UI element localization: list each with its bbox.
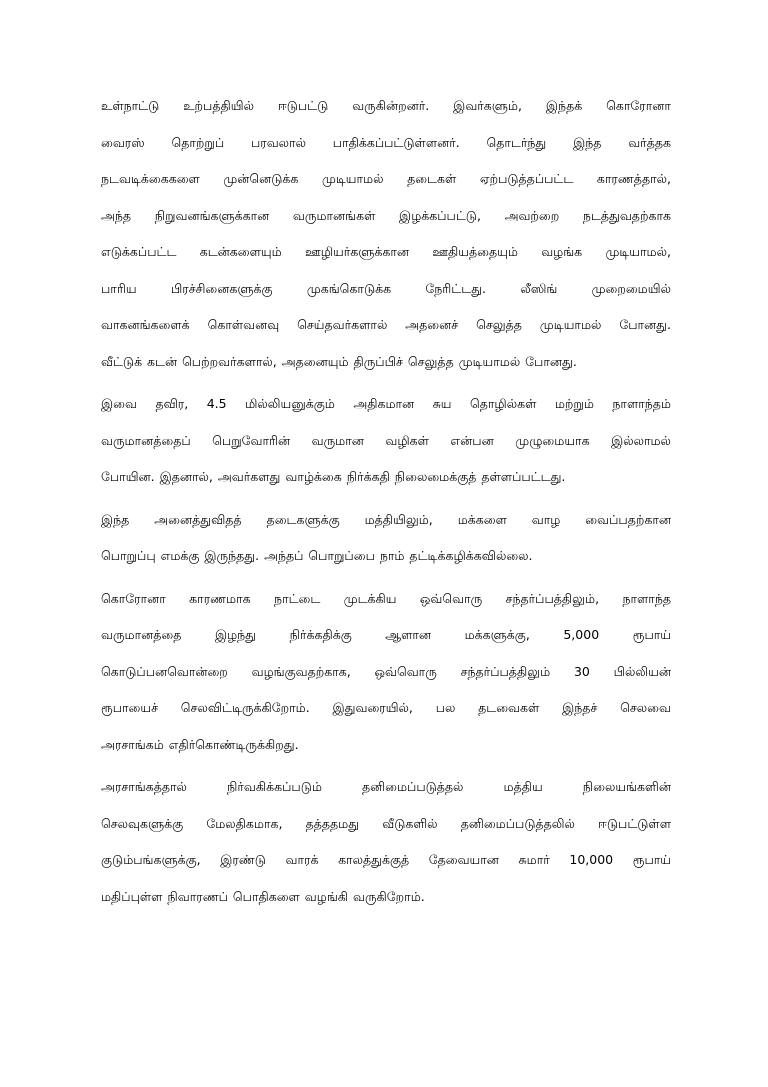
word: முகங்கொடுக்க bbox=[306, 280, 392, 296]
word: இவை bbox=[101, 396, 137, 411]
word: பாரிய bbox=[101, 280, 137, 296]
word: நிர்வகிக்கப்படும் bbox=[227, 779, 322, 794]
word: வாழ bbox=[531, 511, 561, 527]
text-line bbox=[101, 654, 671, 691]
word: தொற்றுப் bbox=[171, 134, 225, 150]
text-line bbox=[101, 307, 671, 344]
word: தேவையான bbox=[428, 852, 499, 867]
word: தொடர்ந்து bbox=[486, 134, 547, 150]
word: வீடுகளில் bbox=[382, 815, 438, 831]
text-line bbox=[101, 502, 671, 539]
word: ஒவ்வொரு bbox=[419, 590, 483, 606]
word: அரசாங்கத்தால் bbox=[101, 779, 187, 794]
word: 30 bbox=[573, 663, 590, 679]
text-line bbox=[101, 234, 671, 271]
word: பெறுவோரின் bbox=[212, 432, 291, 448]
word: இரண்டு bbox=[220, 852, 266, 867]
word: மக்களுக்கு, bbox=[464, 627, 530, 642]
paragraph bbox=[101, 386, 671, 496]
text-line bbox=[101, 88, 671, 125]
word: கொள்வனவு bbox=[207, 317, 280, 332]
text-line: பொறுப்பு எமக்கு இருந்தது. அந்தப் பொறுப்பை நாம் தட்டிக்கழிக்கவில்லை. bbox=[101, 548, 533, 563]
word: தடைகளுக்கு bbox=[266, 511, 340, 527]
word: கொடுப்பனவொன்றை bbox=[101, 663, 228, 679]
text-line bbox=[101, 769, 671, 806]
word: நேரிட்டது. bbox=[425, 280, 487, 296]
word: நாளாந்தம் bbox=[612, 396, 671, 411]
word: பரவலால் bbox=[250, 134, 306, 150]
word: என்பன bbox=[450, 432, 494, 448]
word: சந்தர்ப்பத்திலும் bbox=[460, 663, 551, 679]
word: எடுக்கப்பட்ட bbox=[101, 244, 177, 259]
word: வருமான bbox=[311, 432, 364, 448]
word: முடியாமல் bbox=[321, 171, 384, 186]
text-line: அரசாங்கம் எதிர்கொண்டிருக்கிறது. bbox=[101, 736, 299, 752]
word: செலவை bbox=[620, 700, 671, 715]
word: செலவிட்டிருக்கிறோம். bbox=[180, 700, 310, 715]
text-line: மதிப்புள்ள நிவாரணப் பொதிகளை வழங்கி வருகிறோம். bbox=[101, 888, 425, 904]
paragraph bbox=[101, 88, 671, 380]
word: ஊதியத்தையும் bbox=[432, 244, 518, 259]
text-line: போயின. இதனால், அவர்களது வாழ்க்கை நிர்க்கதி நிலைமைக்குத் தள்ளப்பட்டது. bbox=[101, 469, 566, 484]
word: மற்றும் bbox=[554, 396, 594, 411]
text-line: வீட்டுக் கடன் பெற்றவர்களால், அதனையும் திருப்பிச் செலுத்த முடியாமல் போனது. bbox=[101, 353, 577, 369]
word: இல்லாமல் bbox=[611, 432, 671, 448]
text-line bbox=[101, 842, 671, 879]
word: செய்தவர்களால் bbox=[297, 317, 388, 332]
word: தனிமைப்படுத்தலில் bbox=[460, 815, 575, 831]
word: சுமார் bbox=[518, 852, 550, 867]
word: தனிமைப்படுத்தல் bbox=[362, 779, 464, 794]
word: முழுமையாக bbox=[515, 432, 590, 448]
word: மில்லியனுக்கும் bbox=[245, 396, 335, 411]
word: உள்நாட்டு bbox=[101, 98, 160, 113]
word: இழந்து bbox=[214, 627, 257, 642]
word: நடத்துவதற்காக bbox=[582, 207, 671, 223]
word: வைரஸ் bbox=[101, 134, 145, 150]
word: 5,000 bbox=[563, 627, 600, 642]
word: அதிகமான bbox=[353, 396, 415, 411]
word: நிறுவனங்களுக்கான bbox=[154, 207, 270, 223]
word: ஒவ்வொரு bbox=[374, 663, 437, 679]
word: முடக்கிய bbox=[343, 590, 397, 606]
word: இதுவரையில், bbox=[332, 700, 413, 715]
word: பாதிக்கப்பட்டுள்ளனர். bbox=[332, 134, 460, 150]
word: ஈடுபட்டுள்ள bbox=[598, 815, 671, 831]
paragraph bbox=[101, 769, 671, 915]
word: இந்த bbox=[101, 511, 130, 527]
word: வருமானத்தை bbox=[101, 627, 182, 642]
word: ஆளான bbox=[385, 627, 432, 642]
word: வாரக் bbox=[285, 852, 319, 867]
word: நிலையங்களின் bbox=[582, 779, 671, 794]
word: ரூபாயைச் bbox=[101, 700, 159, 715]
word: ஏற்படுத்தப்பட்ட bbox=[479, 171, 574, 186]
text-line bbox=[101, 617, 671, 654]
word: வழங்குவதற்காக, bbox=[251, 663, 351, 679]
word: கொரோனா bbox=[101, 590, 166, 606]
word: இழக்கப்பட்டு, bbox=[399, 207, 481, 223]
word: இந்த bbox=[573, 134, 602, 150]
word: நடவடிக்கைகளை bbox=[101, 171, 200, 186]
word: சுய bbox=[432, 396, 452, 411]
word: ரூபாய் bbox=[632, 627, 671, 642]
word: முன்னெடுக்க bbox=[223, 171, 299, 186]
document-body bbox=[101, 88, 671, 921]
word: லீஸிங் bbox=[520, 280, 558, 296]
word: இந்தக் bbox=[545, 98, 583, 113]
word: காலத்துக்குத் bbox=[338, 852, 410, 867]
text-line bbox=[101, 161, 671, 198]
word: தொழில்கள் bbox=[470, 396, 537, 411]
word: பல bbox=[435, 700, 456, 715]
word: முடியாமல் bbox=[539, 317, 602, 332]
word: 4.5 bbox=[206, 396, 227, 411]
word: வருமானத்தைப் bbox=[101, 432, 191, 448]
word: செலுத்த bbox=[476, 317, 522, 332]
word: மத்திய bbox=[503, 779, 543, 794]
word: 10,000 bbox=[569, 852, 614, 867]
word: மேலதிகமாக, bbox=[206, 815, 283, 831]
word: நாட்டை bbox=[274, 590, 321, 606]
word: நிர்க்கதிக்கு bbox=[289, 627, 352, 642]
word: முறைமையில் bbox=[591, 280, 671, 296]
word: நாளாந்த bbox=[622, 590, 671, 606]
word: கடன்களையும் bbox=[199, 244, 282, 259]
word: காரணமாக bbox=[189, 590, 251, 606]
word: கொரோனா bbox=[606, 98, 671, 113]
word: அனைத்துவிதத் bbox=[154, 511, 242, 527]
text-line bbox=[101, 581, 671, 618]
text-line bbox=[101, 386, 671, 423]
word: அவற்றை bbox=[504, 207, 560, 223]
word: வாகனங்களைக் bbox=[101, 317, 190, 332]
word: செலவுகளுக்கு bbox=[101, 815, 184, 831]
word: வழிகள் bbox=[385, 432, 429, 448]
word: வழங்க bbox=[541, 244, 583, 259]
word: அந்த bbox=[101, 207, 132, 223]
word: வருகின்றனர். bbox=[352, 98, 430, 113]
word: தத்ததமது bbox=[305, 815, 360, 831]
text-line bbox=[101, 125, 671, 162]
word: மத்தியிலும், bbox=[364, 511, 433, 527]
word: வர்த்தக bbox=[628, 134, 671, 150]
word: உற்பத்தியில் bbox=[183, 98, 254, 113]
word: ஊழியர்களுக்கான bbox=[304, 244, 410, 259]
word: பில்லியன் bbox=[613, 663, 671, 679]
word: இவர்களும், bbox=[453, 98, 522, 113]
word: தடவைகள் bbox=[478, 700, 540, 715]
word: சந்தர்ப்பத்திலும், bbox=[505, 590, 600, 606]
text-line bbox=[101, 690, 671, 727]
word: தடைகள் bbox=[407, 171, 457, 186]
paragraph bbox=[101, 502, 671, 575]
word: குடும்பங்களுக்கு, bbox=[101, 852, 201, 867]
word: ரூபாய் bbox=[632, 852, 671, 867]
text-line bbox=[101, 806, 671, 843]
word: பிரச்சினைகளுக்கு bbox=[170, 280, 273, 296]
word: அதனைச் bbox=[405, 317, 459, 332]
word: முடியாமல், bbox=[605, 244, 671, 259]
text-line bbox=[101, 423, 671, 460]
word: ஈடுபட்டு bbox=[277, 98, 329, 113]
text-line bbox=[101, 271, 671, 308]
word: காரணத்தால், bbox=[596, 171, 671, 186]
word: இந்தச் bbox=[562, 700, 598, 715]
word: மக்களை bbox=[457, 511, 507, 527]
word: வருமானங்கள் bbox=[292, 207, 376, 223]
word: தவிர, bbox=[155, 396, 189, 411]
paragraph bbox=[101, 581, 671, 764]
word: போனது. bbox=[619, 317, 671, 332]
word: வைப்பதற்கான bbox=[585, 511, 671, 527]
text-line bbox=[101, 198, 671, 235]
